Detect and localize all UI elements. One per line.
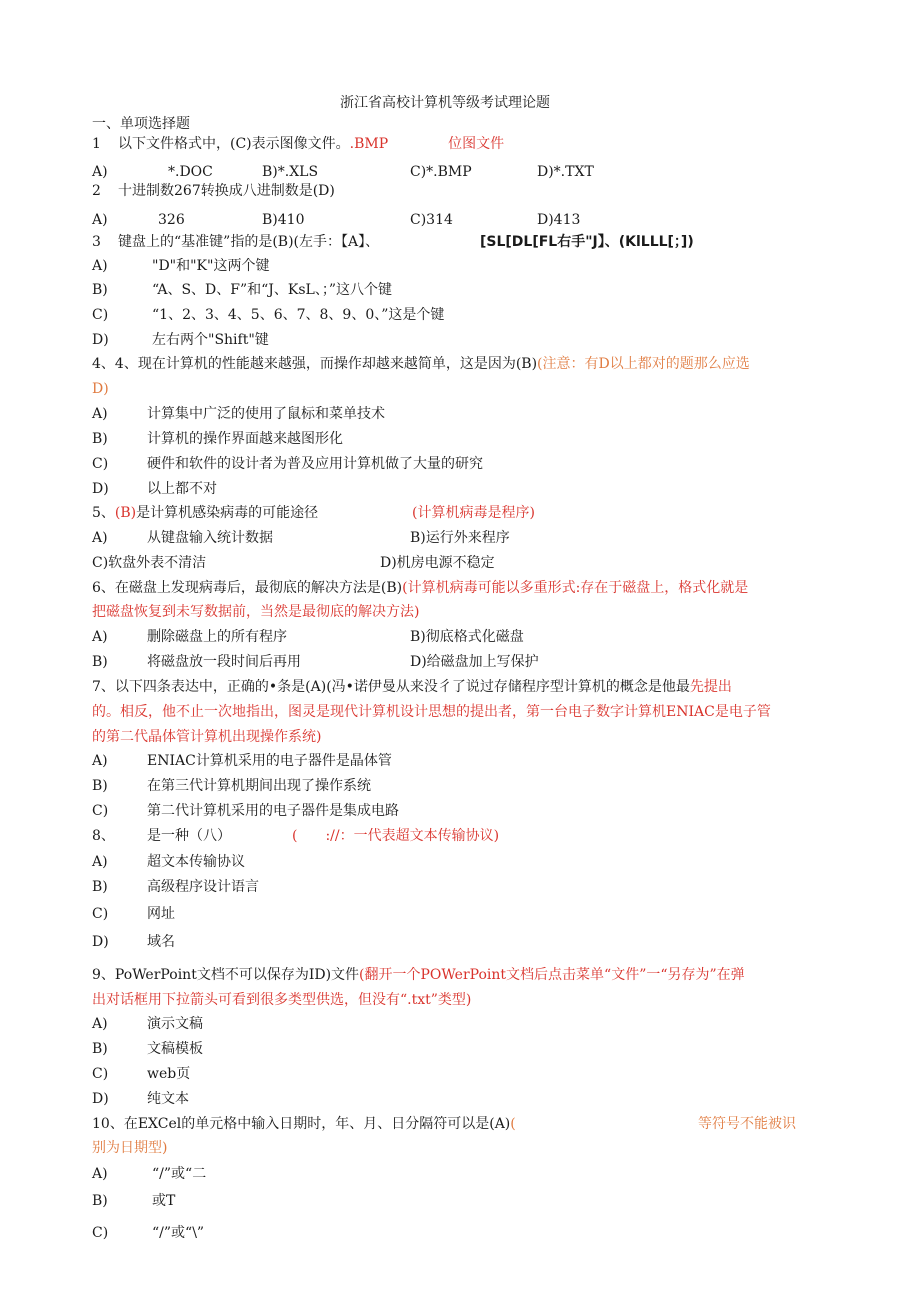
- option-label: A): [92, 1166, 108, 1182]
- answer-note: 先提出: [689, 679, 732, 695]
- question-stem: 10、在EXCel的单元格中输入日期时，年、月、日分隔符可以是(A): [92, 1116, 511, 1132]
- option-text: 计算集中广泛的使用了鼠标和菜单技术: [147, 406, 385, 422]
- option-text: 删除磁盘上的所有程序: [147, 629, 287, 645]
- answer-note: (计算机病毒可能以多重形式:存在于磁盘上，格式化就是: [402, 580, 749, 596]
- question-number: 8、: [92, 828, 115, 844]
- answer-note: 出对话框用下拉箭头可看到很多类型供选，但没有“.txt”类型): [92, 992, 472, 1008]
- option: [92, 1015, 203, 1033]
- section-heading: 一、单项选择题: [92, 116, 190, 132]
- option-text: web页: [147, 1066, 191, 1082]
- option: [92, 802, 399, 820]
- option-label: A): [92, 753, 108, 769]
- option: [92, 1040, 203, 1058]
- question-stem: 键盘上的“基准键”指的是(B)(左手：【A】、: [118, 234, 380, 250]
- question-7: [92, 678, 732, 696]
- answer-note: (注意：有D以上都对的题那么应选: [537, 356, 750, 372]
- answer-note: 别为日期型): [92, 1140, 168, 1156]
- option-label: D): [92, 481, 109, 497]
- answer-note: D): [92, 381, 109, 397]
- option: [92, 1224, 204, 1242]
- option: [92, 1090, 189, 1108]
- option-label: D): [92, 1091, 109, 1107]
- option: [92, 405, 385, 423]
- question-2: [92, 182, 335, 200]
- question-stem: 以下文件格式中，(C)表示图像文件。: [118, 136, 350, 152]
- question-number: 1: [92, 136, 101, 152]
- option-text: 第二代计算机采用的电子器件是集成电路: [147, 803, 399, 819]
- option-label: A): [92, 212, 108, 228]
- option-text: 超文本传输协议: [147, 854, 245, 870]
- answer-note: (翻开一个POWerPoint文档后点击菜单“文件”一“另存为”在弹: [359, 967, 745, 983]
- option-text: 在第三代计算机期间出现了操作系统: [147, 778, 371, 794]
- option-text: 网址: [147, 906, 175, 922]
- page-title: 浙江省高校计算机等级考试理论题: [340, 95, 550, 111]
- option: [92, 1192, 175, 1210]
- option: [92, 281, 392, 299]
- option-label: B): [92, 431, 108, 447]
- option: D)给磁盘加上写保护: [410, 654, 539, 670]
- option: C)314: [410, 212, 453, 228]
- option: [92, 628, 287, 646]
- option-text: 域名: [147, 934, 175, 950]
- option-label: A): [92, 164, 108, 180]
- option-label: C): [92, 456, 109, 472]
- option: D)*.TXT: [537, 164, 594, 180]
- option: [92, 905, 175, 923]
- option: [92, 331, 269, 349]
- option-text: “/”或“\”: [152, 1225, 205, 1241]
- option-label: B): [92, 654, 108, 670]
- question-6: [92, 579, 748, 597]
- question-3: [92, 233, 379, 251]
- option-text: “1、2、3、4、5、6、7、8、9、0、”这是个键: [152, 307, 445, 323]
- option-label: B): [92, 282, 108, 298]
- option-text: 计算机的操作界面越来越图形化: [147, 431, 343, 447]
- question-number: 5、: [92, 505, 115, 521]
- answer-note: ( ://：一代表超文本传输协议): [292, 828, 500, 844]
- question-10: [92, 1115, 516, 1133]
- option-text: *.DOC: [168, 164, 213, 180]
- option-text: 从键盘输入统计数据: [147, 530, 273, 546]
- option: [92, 752, 392, 770]
- option: [92, 853, 245, 871]
- question-1: [92, 135, 504, 153]
- option-text: 硬件和软件的设计者为普及应用计算机做了大量的研究: [147, 456, 483, 472]
- question-number: 3: [92, 234, 101, 250]
- option-label: D): [92, 934, 109, 950]
- option-label: A): [92, 1016, 108, 1032]
- option-label: C): [92, 906, 109, 922]
- question-stem-tail: [SL[DL[FL右手"J】、(KlLLL[；]): [480, 234, 694, 250]
- option-label: B): [92, 1041, 108, 1057]
- question-stem: 9、PoWerPoint文档不可以保存为ID)文件: [92, 967, 360, 983]
- option-text: 高级程序设计语言: [147, 879, 259, 895]
- option-text: 326: [158, 212, 185, 228]
- answer-note: 把磁盘恢复到未写数据前，当然是最彻底的解决方法): [92, 604, 420, 620]
- option-label: C): [92, 803, 109, 819]
- option: B)彻底格式化磁盘: [410, 629, 524, 645]
- option: B)410: [262, 212, 305, 228]
- option: D)413: [537, 212, 581, 228]
- option: [92, 1065, 190, 1083]
- question-4: [92, 355, 750, 373]
- option-text: ENIAC计算机采用的电子器件是晶体管: [147, 753, 392, 769]
- option: C)*.BMP: [410, 164, 472, 180]
- option-label: A): [92, 629, 108, 645]
- question-stem: 4、4、现在计算机的性能越来越强，而操作却越来越简单，这是因为(B): [92, 356, 538, 372]
- answer: (B): [114, 505, 137, 521]
- option: [92, 306, 444, 324]
- option: [92, 529, 273, 547]
- option: C)软盘外表不清洁: [92, 555, 207, 571]
- question-stem: 是计算机感染病毒的可能途径: [136, 505, 319, 521]
- option-text: 左右两个"Shift"键: [152, 332, 269, 348]
- question-stem: 十进制数267转换成八进制数是(D): [118, 183, 335, 199]
- option: [92, 480, 217, 498]
- answer-note: (: [510, 1116, 516, 1132]
- option-text: 文稿模板: [147, 1041, 203, 1057]
- option-label: A): [92, 258, 108, 274]
- question-1-options: [92, 163, 108, 181]
- answer-note: 位图文件: [448, 136, 505, 152]
- answer-note: 等符号不能被识: [698, 1116, 796, 1132]
- question-stem: 6、在磁盘上发现病毒后，最彻底的解决方法是(B): [92, 580, 403, 596]
- option: B)*.XLS: [262, 164, 319, 180]
- option: [92, 257, 269, 275]
- option: B)运行外来程序: [410, 530, 510, 546]
- option: [92, 1165, 206, 1183]
- option-text: 纯文本: [147, 1091, 189, 1107]
- question-9: [92, 966, 745, 984]
- option-text: 演示文稿: [147, 1016, 203, 1032]
- option: [92, 777, 371, 795]
- option-label: A): [92, 530, 108, 546]
- option: [92, 455, 483, 473]
- option-text: 或T: [152, 1193, 176, 1209]
- option: D)机房电源不稳定: [380, 555, 495, 571]
- option-label: A): [92, 406, 108, 422]
- option-text: 将磁盘放一段时间后再用: [147, 654, 301, 670]
- option-label: B): [92, 1193, 108, 1209]
- option: [92, 933, 175, 951]
- question-number: 2: [92, 183, 101, 199]
- option: [92, 430, 343, 448]
- option-label: C): [92, 1225, 109, 1241]
- option-label: B): [92, 778, 108, 794]
- answer-note: .BMP: [349, 136, 389, 152]
- option-label: C): [92, 1066, 109, 1082]
- option-text: “A、S、D、F”和“J、KsL、；”这八个键: [152, 282, 393, 298]
- option-text: “/”或“二: [152, 1166, 207, 1182]
- option-label: C): [92, 307, 109, 323]
- option-label: A): [92, 854, 108, 870]
- option-label: B): [92, 879, 108, 895]
- option-text: "D"和"K"这两个键: [152, 258, 270, 274]
- answer-note: 的第二代晶体管计算机出现操作系统): [92, 729, 322, 745]
- question-8: [92, 827, 231, 845]
- answer-note: 的。相反，他不止一次地指出，图灵是现代计算机设计思想的提出者，第一台电子数字计算机ENIAC是电子管: [92, 704, 771, 720]
- option: [92, 878, 259, 896]
- option: [92, 653, 301, 671]
- option-label: D): [92, 332, 109, 348]
- question-5: [92, 504, 318, 522]
- answer-note: (计算机病毒是程序): [412, 505, 535, 521]
- question-stem: 7、以下四条表达中，正确的•条是(A)(冯•诺伊曼从来没彳了说过存储程序型计算机的概念是他最: [92, 679, 690, 695]
- option-text: 以上都不对: [147, 481, 217, 497]
- question-stem: 是一种（八）: [147, 828, 231, 844]
